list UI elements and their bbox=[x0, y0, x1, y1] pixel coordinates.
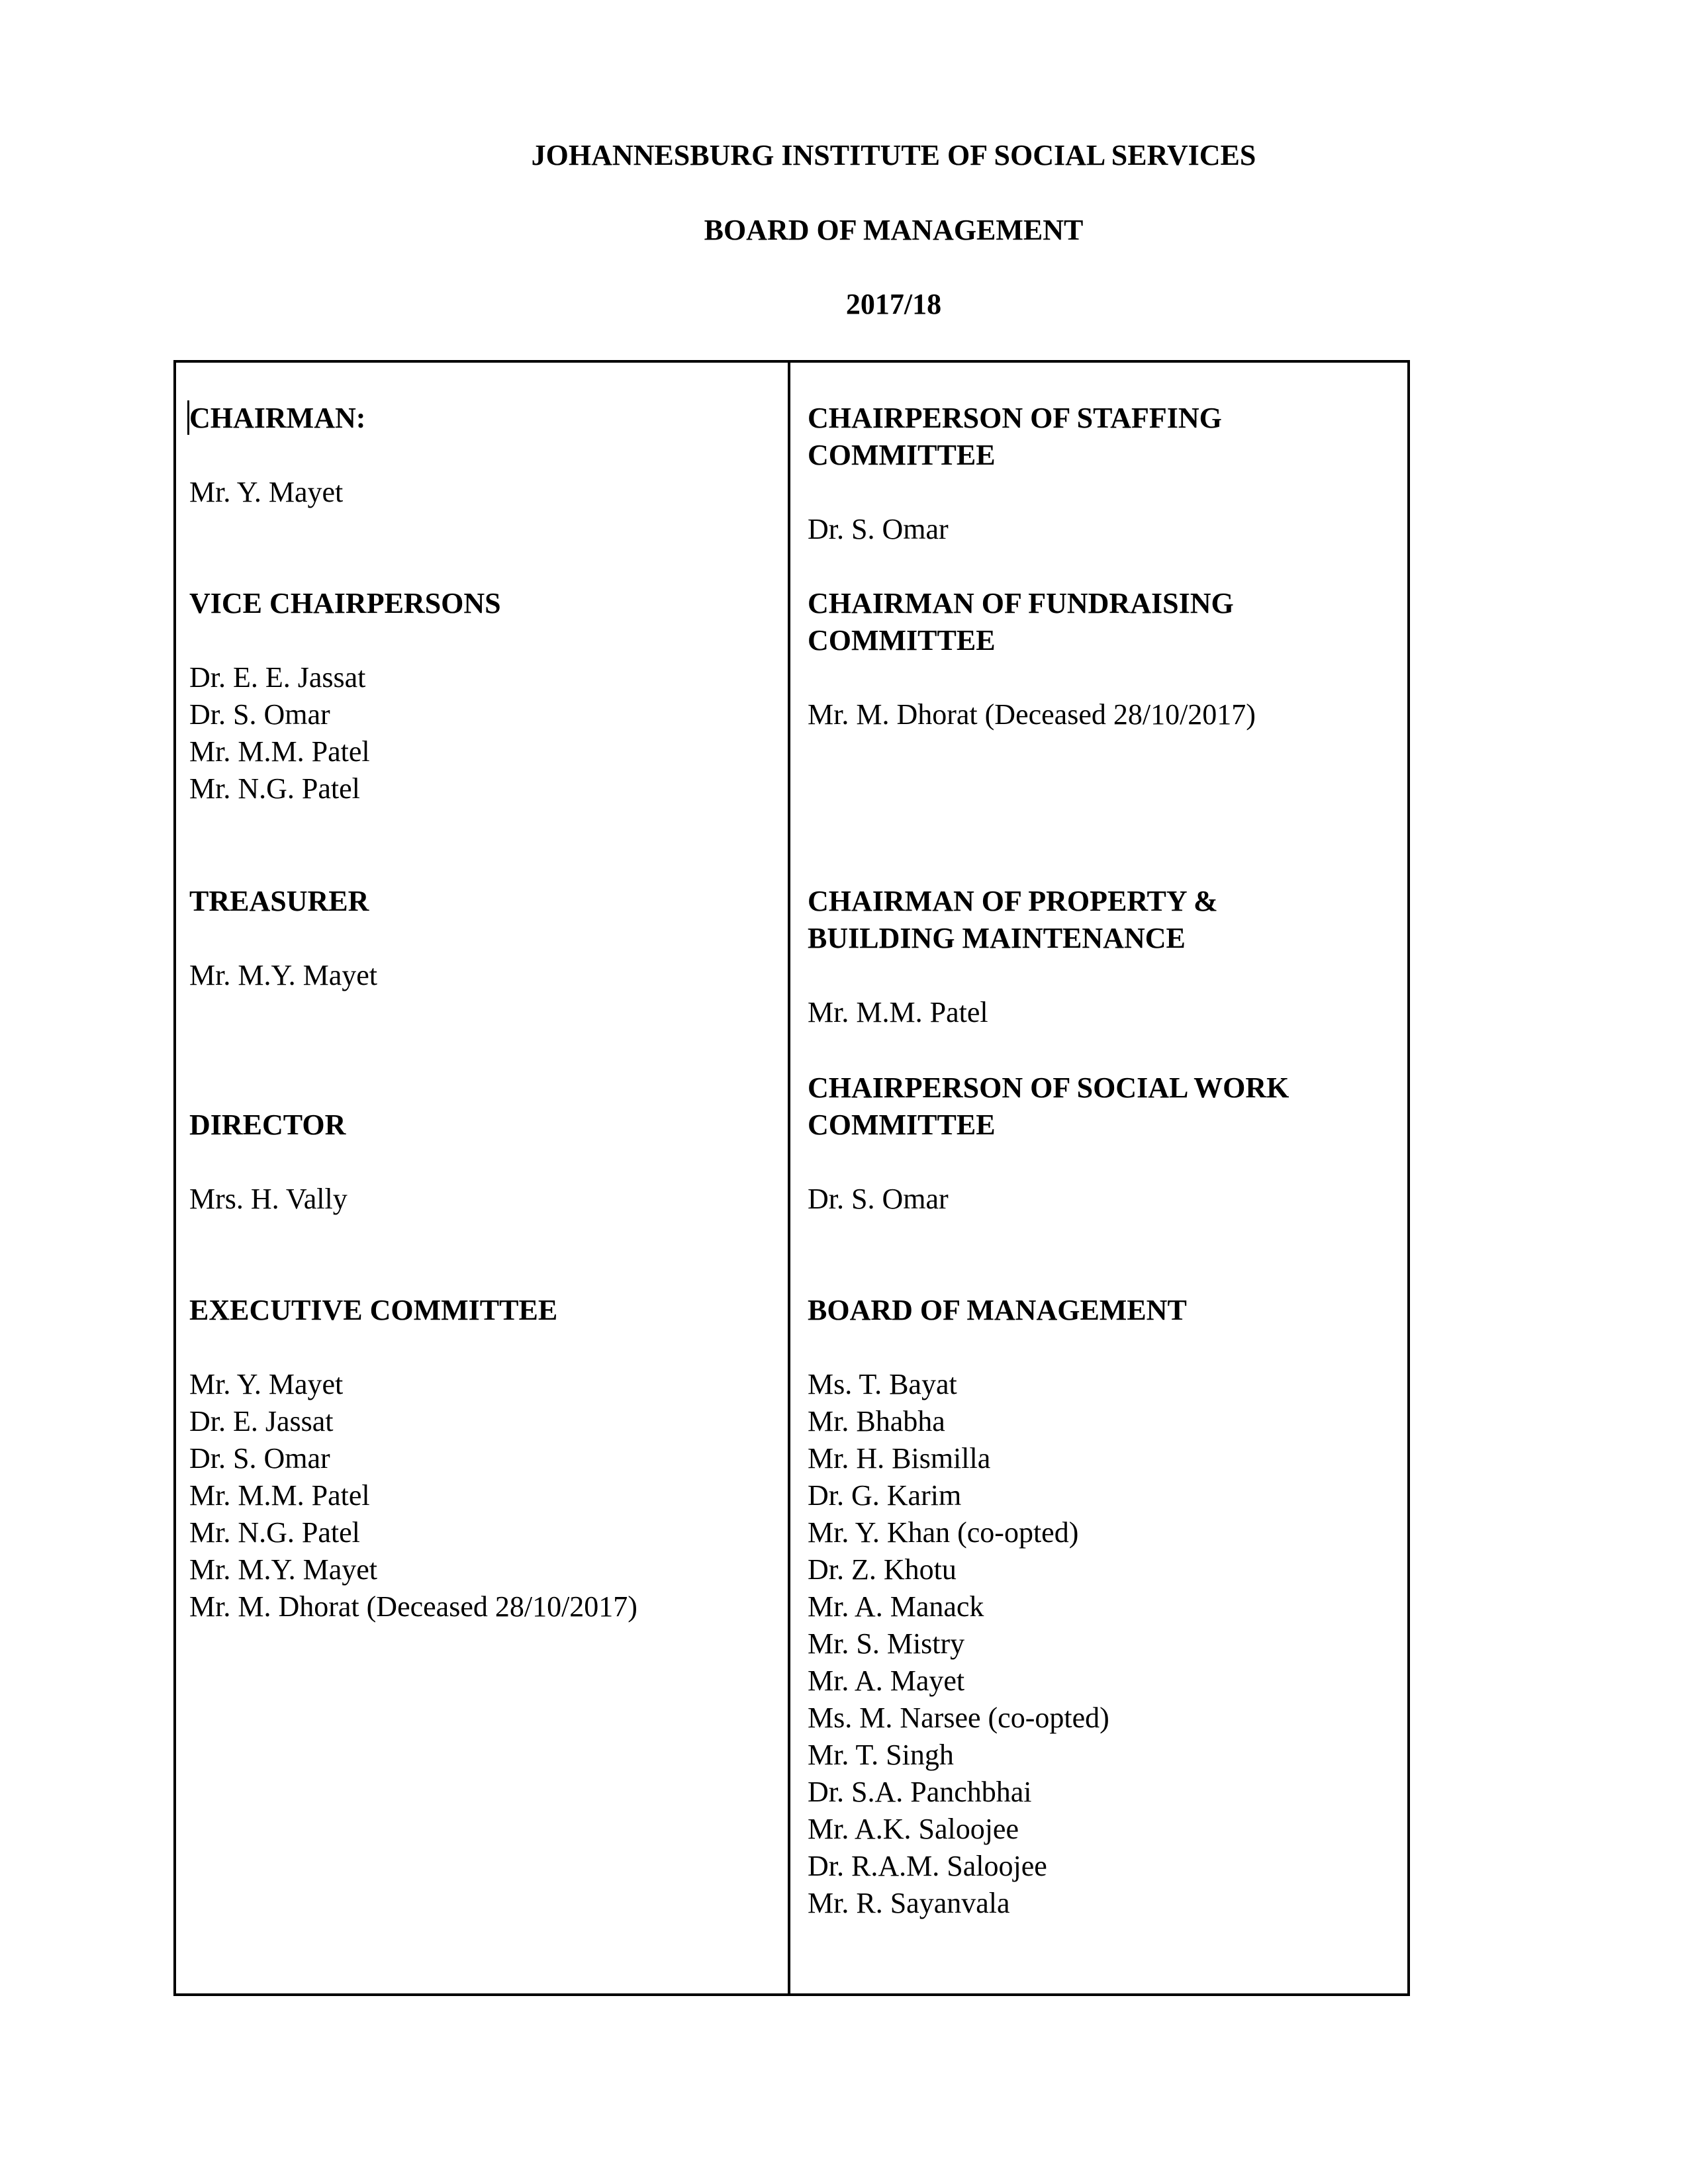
social-work-committee-heading-line2: COMMITTEE bbox=[808, 1109, 996, 1141]
chairman-name: Mr. Y. Mayet bbox=[189, 476, 344, 508]
property-maintenance-name: Mr. M.M. Patel bbox=[808, 996, 988, 1028]
board-member-name: Dr. S.A. Panchbhai bbox=[808, 1776, 1032, 1808]
executive-committee-name: Mr. M.M. Patel bbox=[189, 1479, 370, 1512]
vice-chairperson-name: Dr. E. E. Jassat bbox=[189, 661, 366, 694]
social-work-committee-heading-line1: CHAIRPERSON OF SOCIAL WORK bbox=[808, 1071, 1289, 1104]
executive-committee-name: Mr. Y. Mayet bbox=[189, 1368, 344, 1400]
vice-chairperson-name: Mr. M.M. Patel bbox=[189, 735, 370, 768]
fundraising-committee-name: Mr. M. Dhorat (Deceased 28/10/2017) bbox=[808, 698, 1256, 731]
treasurer-names bbox=[189, 957, 759, 994]
staffing-committee-names bbox=[808, 511, 1377, 548]
property-maintenance-heading-line2: BUILDING MAINTENANCE bbox=[808, 922, 1186, 954]
property-maintenance-section bbox=[808, 883, 1377, 1031]
board-member-name: Mr. R. Sayanvala bbox=[808, 1887, 1010, 1919]
social-work-committee-name: Dr. S. Omar bbox=[808, 1183, 949, 1215]
fundraising-committee-section bbox=[808, 585, 1377, 733]
staffing-committee-name: Dr. S. Omar bbox=[808, 513, 949, 545]
social-work-committee-section bbox=[808, 1069, 1377, 1218]
director-section bbox=[189, 1107, 759, 1218]
board-member-name: Mr. T. Singh bbox=[808, 1739, 954, 1771]
board-member-name: Ms. M. Narsee (co-opted) bbox=[808, 1702, 1109, 1734]
board-member-name: Dr. G. Karim bbox=[808, 1479, 962, 1512]
board-member-name: Mr. A. Manack bbox=[808, 1590, 984, 1623]
staffing-committee-heading-line2: COMMITTEE bbox=[808, 439, 996, 471]
director-name: Mrs. H. Vally bbox=[189, 1183, 348, 1215]
treasurer-heading: TREASURER bbox=[189, 885, 369, 917]
board-of-management-section bbox=[808, 1292, 1377, 1922]
board-of-management-heading: BOARD OF MANAGEMENT bbox=[808, 1294, 1187, 1326]
vice-chairperson-name: Mr. N.G. Patel bbox=[189, 772, 360, 805]
executive-committee-name: Mr. N.G. Patel bbox=[189, 1516, 360, 1549]
staffing-committee-heading-line1: CHAIRPERSON OF STAFFING bbox=[808, 402, 1222, 434]
vice-chairpersons-section bbox=[189, 585, 759, 807]
board-title: BOARD OF MANAGEMENT bbox=[704, 214, 1084, 246]
executive-committee-section bbox=[189, 1292, 759, 1625]
staffing-committee-section bbox=[808, 400, 1377, 548]
director-heading: DIRECTOR bbox=[189, 1109, 346, 1141]
board-member-name: Mr. S. Mistry bbox=[808, 1627, 965, 1660]
property-maintenance-heading-line1: CHAIRMAN OF PROPERTY & bbox=[808, 885, 1218, 917]
organization-title: JOHANNESBURG INSTITUTE OF SOCIAL SERVICES bbox=[531, 139, 1256, 171]
executive-committee-name: Dr. E. Jassat bbox=[189, 1405, 334, 1437]
executive-committee-names bbox=[189, 1366, 759, 1625]
column-divider bbox=[788, 360, 790, 1996]
year-title: 2017/18 bbox=[845, 288, 942, 320]
chairman-section bbox=[189, 400, 759, 511]
executive-committee-name: Dr. S. Omar bbox=[189, 1442, 330, 1475]
executive-committee-heading: EXECUTIVE COMMITTEE bbox=[189, 1294, 558, 1326]
social-work-committee-names bbox=[808, 1181, 1377, 1218]
board-member-name: Ms. T. Bayat bbox=[808, 1368, 957, 1400]
treasurer-section bbox=[189, 883, 759, 994]
treasurer-name: Mr. M.Y. Mayet bbox=[189, 959, 377, 991]
board-member-name: Dr. R.A.M. Saloojee bbox=[808, 1850, 1047, 1882]
vice-chairperson-name: Dr. S. Omar bbox=[189, 698, 330, 731]
board-of-management-names bbox=[808, 1366, 1377, 1922]
board-member-name: Mr. Bhabha bbox=[808, 1405, 945, 1437]
board-member-name: Mr. A. Mayet bbox=[808, 1664, 965, 1697]
chairman-heading: CHAIRMAN: bbox=[189, 402, 366, 434]
property-maintenance-names bbox=[808, 994, 1377, 1031]
executive-committee-name: Mr. M. Dhorat (Deceased 28/10/2017) bbox=[189, 1590, 637, 1623]
chairman-names bbox=[189, 474, 759, 511]
board-member-name: Mr. Y. Khan (co-opted) bbox=[808, 1516, 1079, 1549]
fundraising-committee-heading-line2: COMMITTEE bbox=[808, 624, 996, 657]
fundraising-committee-heading-line1: CHAIRMAN OF FUNDRAISING bbox=[808, 587, 1234, 619]
fundraising-committee-names bbox=[808, 696, 1377, 733]
vice-chairpersons-heading: VICE CHAIRPERSONS bbox=[189, 587, 501, 619]
executive-committee-name: Mr. M.Y. Mayet bbox=[189, 1553, 377, 1586]
vice-chairpersons-names bbox=[189, 659, 759, 807]
board-member-name: Dr. Z. Khotu bbox=[808, 1553, 957, 1586]
director-names bbox=[189, 1181, 759, 1218]
board-member-name: Mr. A.K. Saloojee bbox=[808, 1813, 1019, 1845]
board-member-name: Mr. H. Bismilla bbox=[808, 1442, 991, 1475]
